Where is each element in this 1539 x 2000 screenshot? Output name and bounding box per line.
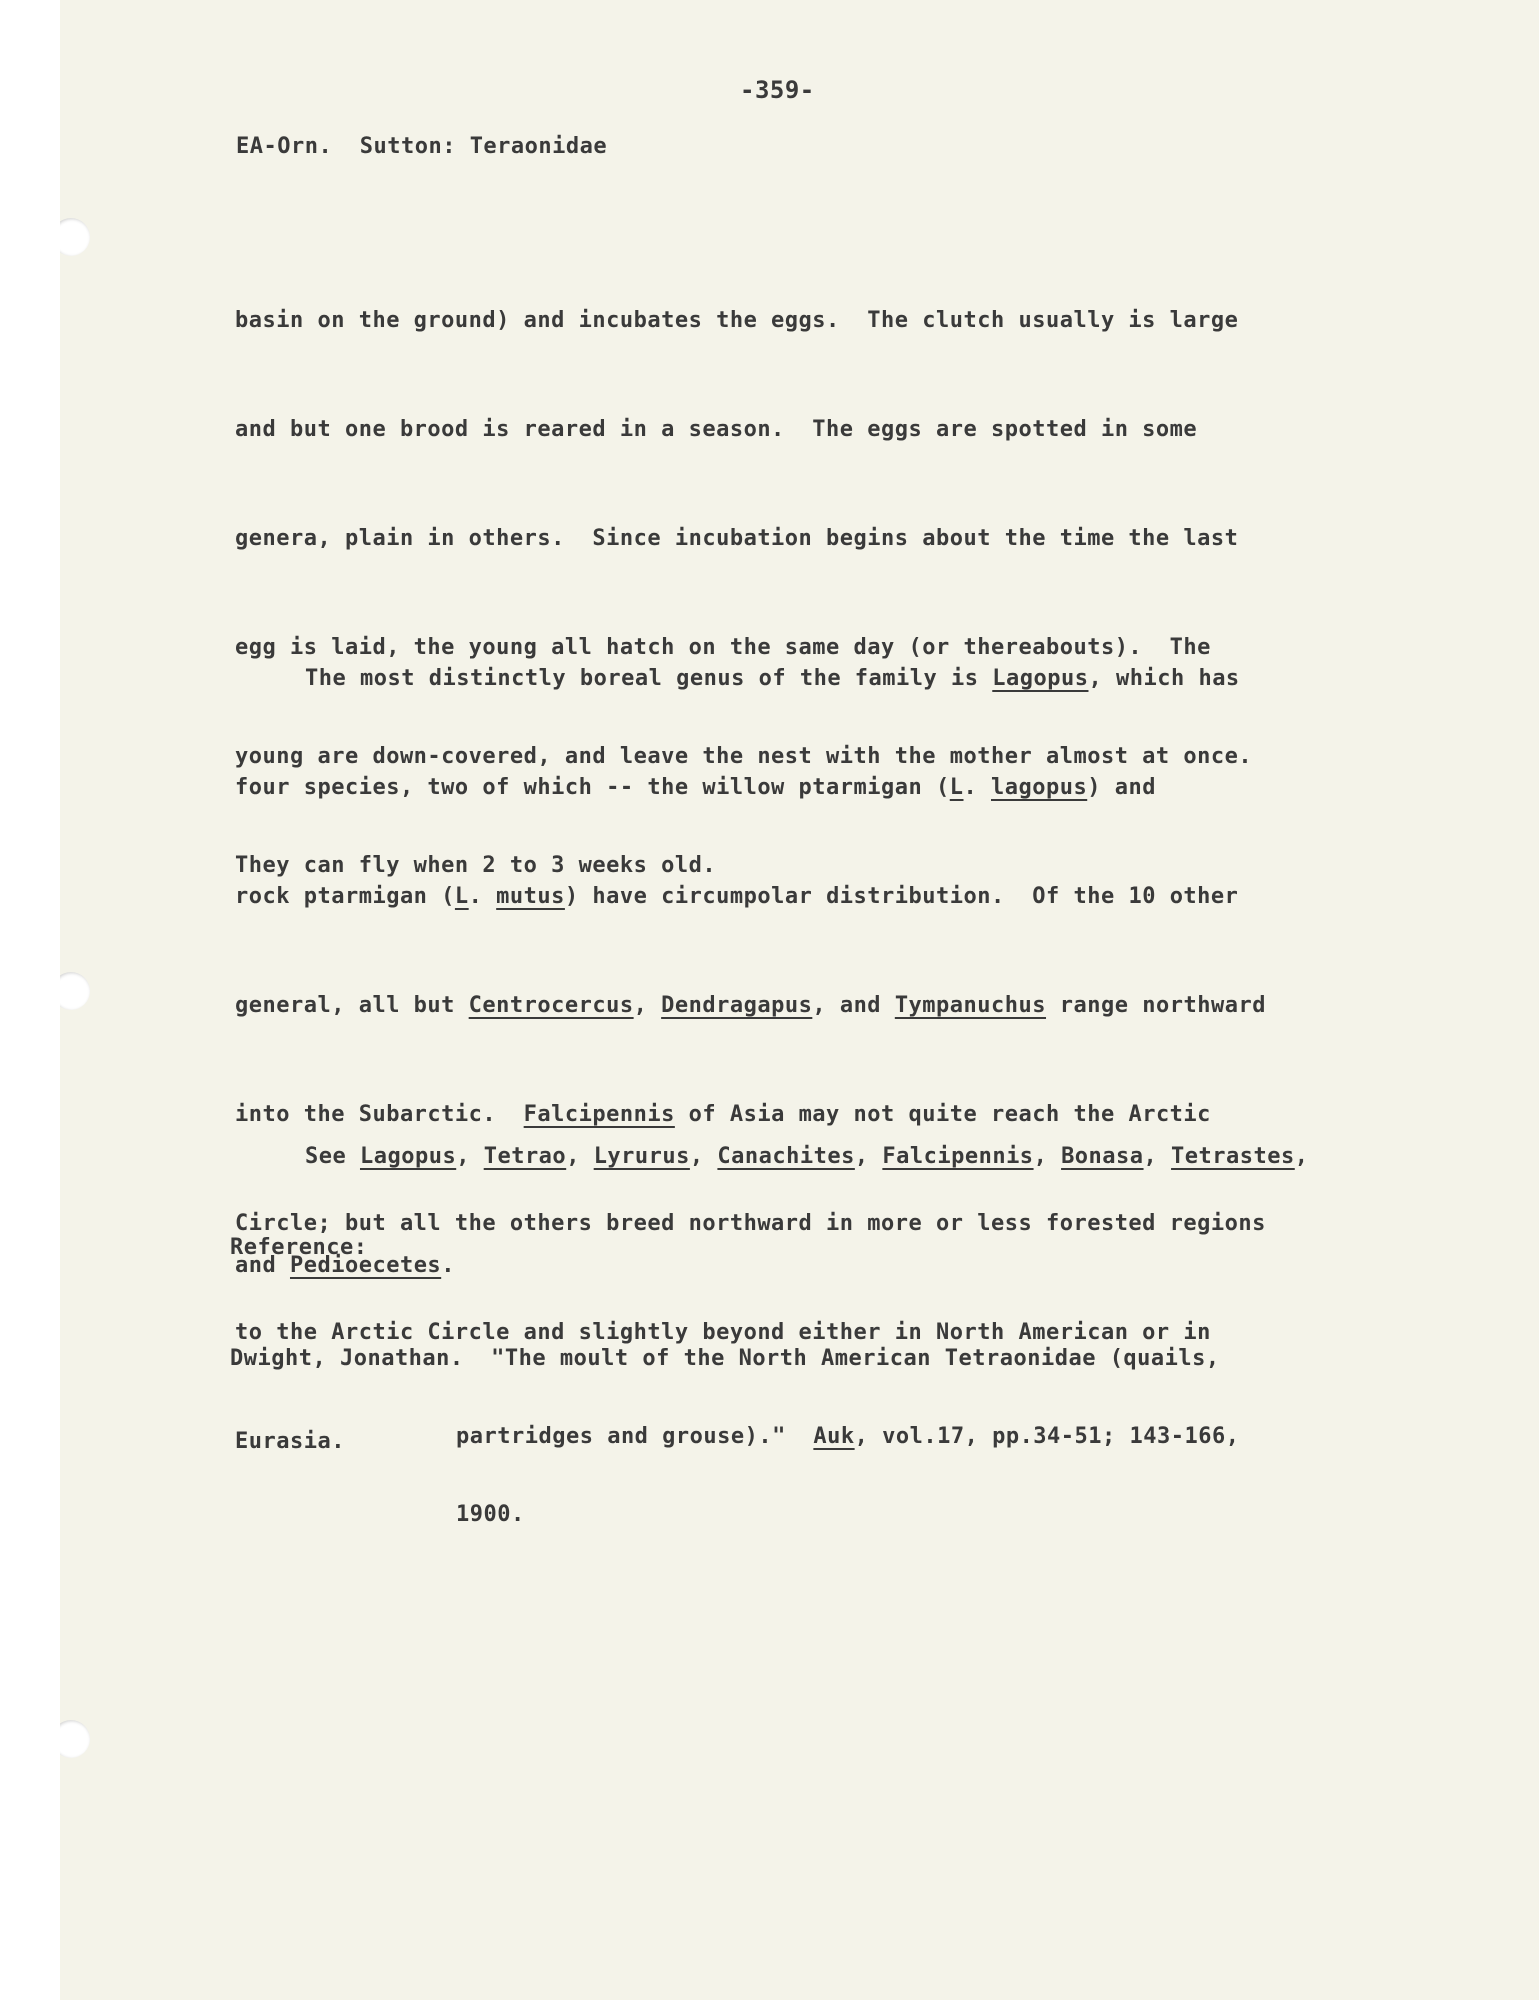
genus-name: Bonasa bbox=[1061, 1144, 1144, 1169]
text-line bbox=[235, 1236, 1322, 1295]
text-line: Eurasia. bbox=[235, 1429, 345, 1454]
punch-hole-bottom bbox=[60, 1720, 90, 1758]
reference-entry bbox=[230, 1295, 1240, 1579]
separator: , bbox=[456, 1144, 484, 1169]
reference-line: 1900. bbox=[456, 1502, 525, 1527]
text-run: partridges and grouse)." bbox=[456, 1424, 814, 1449]
genus-name: Canachites bbox=[717, 1144, 855, 1169]
journal-name: Auk bbox=[813, 1424, 855, 1449]
punch-hole-middle bbox=[60, 972, 90, 1010]
text-run: four species, two of which -- the willow ptarmigan ( bbox=[235, 775, 950, 800]
document-page bbox=[60, 0, 1539, 2000]
header-topic: Teraonidae bbox=[469, 134, 608, 159]
text-line bbox=[235, 867, 1266, 926]
genus-name: Falcipennis bbox=[882, 1144, 1034, 1169]
genus-name: Lagopus bbox=[992, 666, 1089, 691]
separator: , bbox=[689, 1144, 718, 1169]
reference-line bbox=[230, 1423, 1240, 1451]
separator: , bbox=[1143, 1144, 1172, 1169]
separator: , bbox=[566, 1144, 594, 1169]
genus-name: Tetrao bbox=[483, 1144, 567, 1169]
text-run: range northward bbox=[1046, 993, 1266, 1018]
reference-line: Dwight, Jonathan. "The moult of the North American Tetraonidae (quails, bbox=[230, 1346, 1220, 1371]
header-code: EA-Orn. bbox=[236, 134, 333, 159]
reference-heading: Reference: bbox=[230, 1235, 368, 1260]
genus-name: Pedioecetes bbox=[289, 1253, 442, 1278]
text-run: , vol.17, pp.34-51; 143-166, bbox=[854, 1424, 1240, 1449]
genus-name: Centrocercus bbox=[468, 993, 634, 1018]
genus-name: Falcipennis bbox=[523, 1102, 675, 1127]
text-run: . bbox=[468, 884, 497, 909]
species-name: mutus bbox=[496, 884, 565, 909]
genus-name: Tetrastes bbox=[1171, 1144, 1295, 1169]
separator: , bbox=[1033, 1144, 1062, 1169]
genus-abbrev: L bbox=[949, 775, 964, 800]
text-line bbox=[235, 758, 1266, 817]
text-line bbox=[235, 649, 1266, 708]
text-run: general, all but bbox=[235, 993, 469, 1018]
genus-name: Tympanuchus bbox=[894, 993, 1047, 1018]
page-header bbox=[236, 134, 607, 159]
text-run: ) have circumpolar distribution. Of the 10 other bbox=[564, 884, 1239, 909]
text-run: ) and bbox=[1087, 775, 1156, 800]
text-line: They can fly when 2 to 3 weeks old. bbox=[235, 853, 717, 878]
header-author: Sutton: bbox=[359, 134, 456, 159]
separator: , bbox=[854, 1144, 883, 1169]
text-run: , and bbox=[812, 993, 895, 1018]
text-run: of Asia may not quite reach the Arctic bbox=[674, 1102, 1211, 1127]
text-line: and but one brood is reared in a season. The eggs are spotted in some bbox=[235, 417, 1198, 442]
text-line bbox=[235, 1127, 1322, 1186]
text-run: . bbox=[963, 775, 991, 800]
genus-name: Dendragapus bbox=[661, 993, 813, 1018]
separator: , bbox=[1294, 1144, 1323, 1169]
text-run: rock ptarmigan ( bbox=[235, 884, 455, 909]
genus-name: Lagopus bbox=[359, 1144, 457, 1169]
page-number: -359- bbox=[740, 76, 815, 104]
text-run: , which has bbox=[1088, 666, 1240, 691]
text-run: into the Subarctic. bbox=[235, 1102, 524, 1127]
species-name: lagopus bbox=[991, 775, 1088, 800]
text-line: to the Arctic Circle and slightly beyond either in North American or in bbox=[235, 1320, 1211, 1345]
text-line: young are down-covered, and leave the nest with the mother almost at once. bbox=[235, 744, 1253, 769]
genus-name: Lyrurus bbox=[593, 1144, 690, 1169]
text-line: genera, plain in others. Since incubation begins about the time the last bbox=[235, 526, 1239, 551]
text-line bbox=[235, 976, 1266, 1035]
punch-hole-top bbox=[60, 218, 90, 256]
text-run: , bbox=[633, 993, 662, 1018]
text-run: . bbox=[441, 1253, 455, 1278]
text-run: See bbox=[305, 1144, 360, 1169]
text-line: basin on the ground) and incubates the eggs. The clutch usually is large bbox=[235, 308, 1239, 333]
text-line: Circle; but all the others breed northward in more or less forested regions bbox=[235, 1211, 1266, 1236]
genus-abbrev: L bbox=[454, 884, 469, 909]
text-run: The most distinctly boreal genus of the family is bbox=[305, 666, 993, 691]
text-line: egg is laid, the young all hatch on the same day (or thereabouts). The bbox=[235, 635, 1211, 660]
text-run: and bbox=[235, 1253, 290, 1278]
